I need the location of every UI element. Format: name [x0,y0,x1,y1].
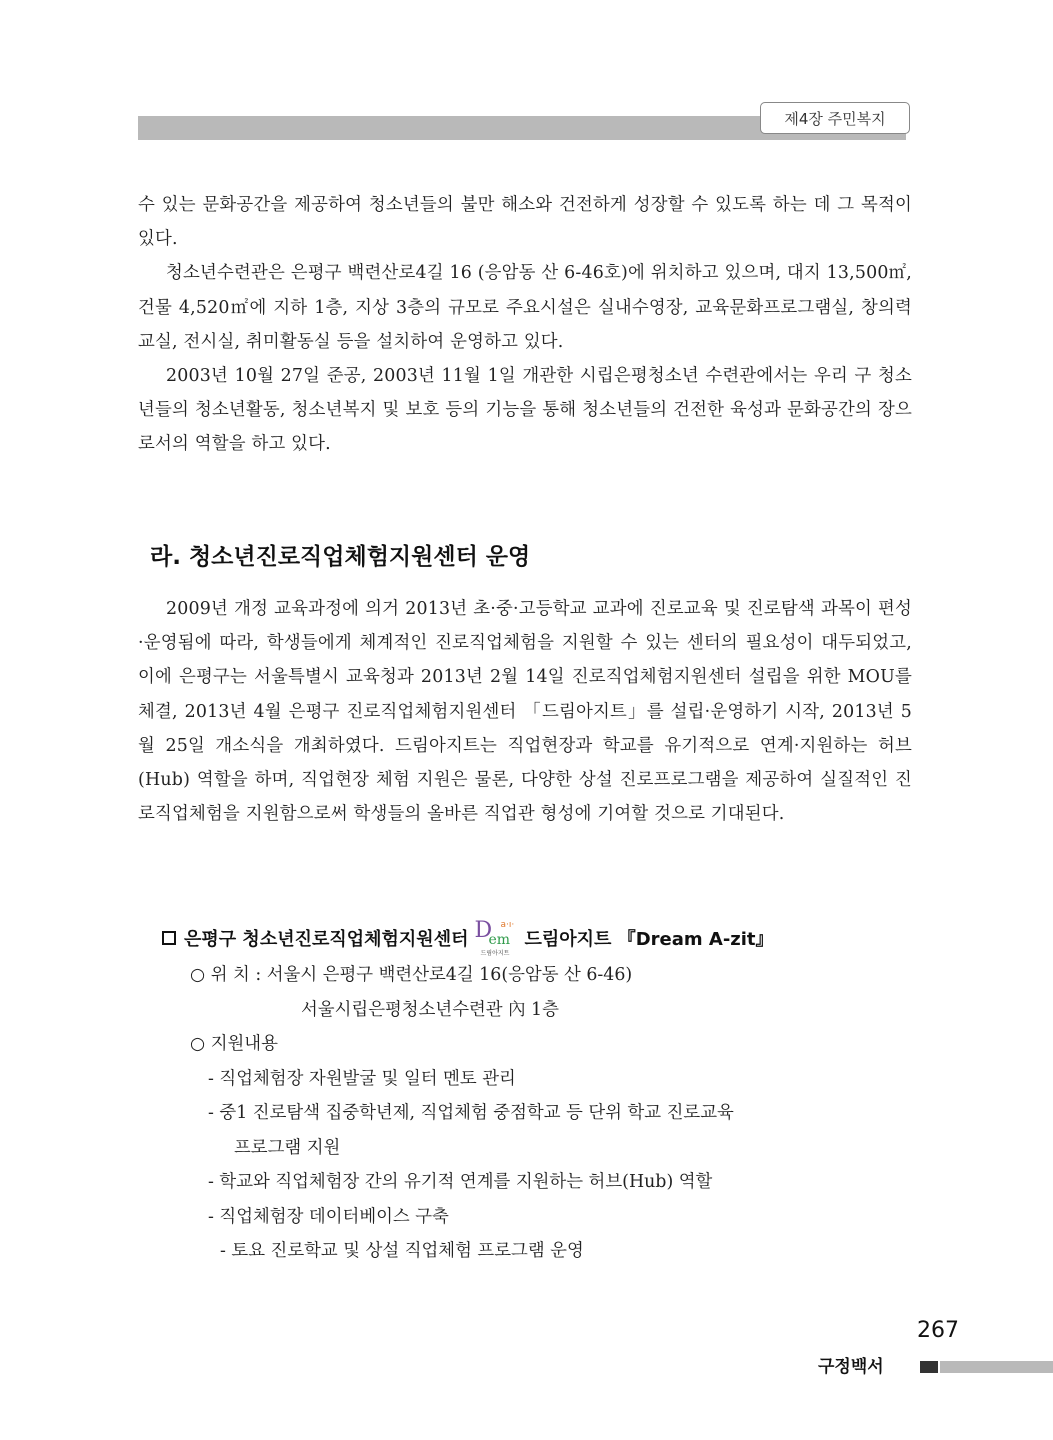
location-row-2: 서울시립은평청소년수련관 內 1층 [301,999,559,1020]
list-item: - 직업체험장 데이터베이스 구축 [208,1206,449,1227]
list-item: - 직업체험장 자원발굴 및 일터 멘토 관리 [208,1068,516,1089]
footer-mark [920,1361,938,1373]
footer-bar [940,1361,1053,1373]
location-row: ○ 위 치 : 서울시 은평구 백련산로4길 16(응암동 산 6-46) [190,965,633,985]
list-item: - 토요 진로학교 및 상설 직업체험 프로그램 운영 [220,1241,584,1261]
book-title: 구정백서 [818,1357,884,1377]
list-item: - 학교와 직업체험장 간의 유기적 연계를 지원하는 허브(Hub) 역할 [208,1172,713,1192]
box-heading-right: 드림아지트 『Dream A-zit』 [524,929,774,950]
intro-text [138,188,912,462]
paragraph: 2009년 개정 교육과정에 의거 2013년 초·중·고등학교 교과에 진로교육 및 진로탐색 과목이 편성·운영됨에 따라, 학생들에게 체계적인 진로직업체험을 지원할 수 있는 센터의 필요성이 대두되었고, 이에 은평구는 서울특별시 교육청과 2013년 2월 14일 진로직업체험지원센터 설립을 위한 MOU를 체결, 2013년 4월 은평구 진로직업체험지원센터 「드림아지트」를 설립·운영하기 시작, 2013년 5월 25일 개소식을 개최하였다. 드림아지트는 직업현장과 학교를 유기적으로 연계·지원하는 허브(Hub) 역할을 하며, 직업현장 체험 지원은 물론, 다양한 상설 진로프로그램을 제공하여 실질적인 진로직업체험을 지원함으로써 학생들의 올바른 직업관 형성에 기여할 것으로 기대된다. [138,599,912,825]
box-heading-left: 은평구 청소년진로직업체험지원센터 [184,929,469,950]
list-item-continued: 프로그램 지원 [234,1137,341,1158]
list-item: - 중1 진로탐색 집중학년제, 직업체험 중점학교 등 단위 학교 진로교육 [208,1103,734,1123]
dream-azit-logo: D em a·ı· 드림아지트 [474,918,515,957]
support-label: ○ 지원내용 [190,1034,278,1054]
section-text [138,592,912,831]
paragraph: 청소년수련관은 은평구 백련산로4길 16 (응암동 산 6-46호)에 위치하고 있으며, 대지 13,500㎡, 건물 4,520㎡에 지하 1층, 지상 3층의 규모로 주요시설은 실내수영장, 교육문화프로그램실, 창의력교실, 전시실, 취미활동실 등을 설치하여 운영하고 있다. [138,263,912,352]
page-number: 267 [917,1318,959,1343]
paragraph: 2003년 10월 27일 준공, 2003년 11월 1일 개관한 시립은평청소년 수련관에서는 우리 구 청소년들의 청소년활동, 청소년복지 및 보호 등의 기능을 통해 청소년들의 건전한 육성과 문화공간의 장으로서의 역할을 하고 있다. [138,366,912,455]
support-list [190,958,915,1269]
checkbox-square-icon [162,931,176,945]
paragraph: 수 있는 문화공간을 제공하여 청소년들의 불만 해소와 건전하게 성장할 수 있도록 하는 데 그 목적이 있다. [138,195,912,250]
chapter-tab: 제4장 주민복지 [760,102,910,134]
box-heading [162,920,774,956]
section-title: 라. 청소년진로직업체험지원센터 운영 [150,544,531,570]
